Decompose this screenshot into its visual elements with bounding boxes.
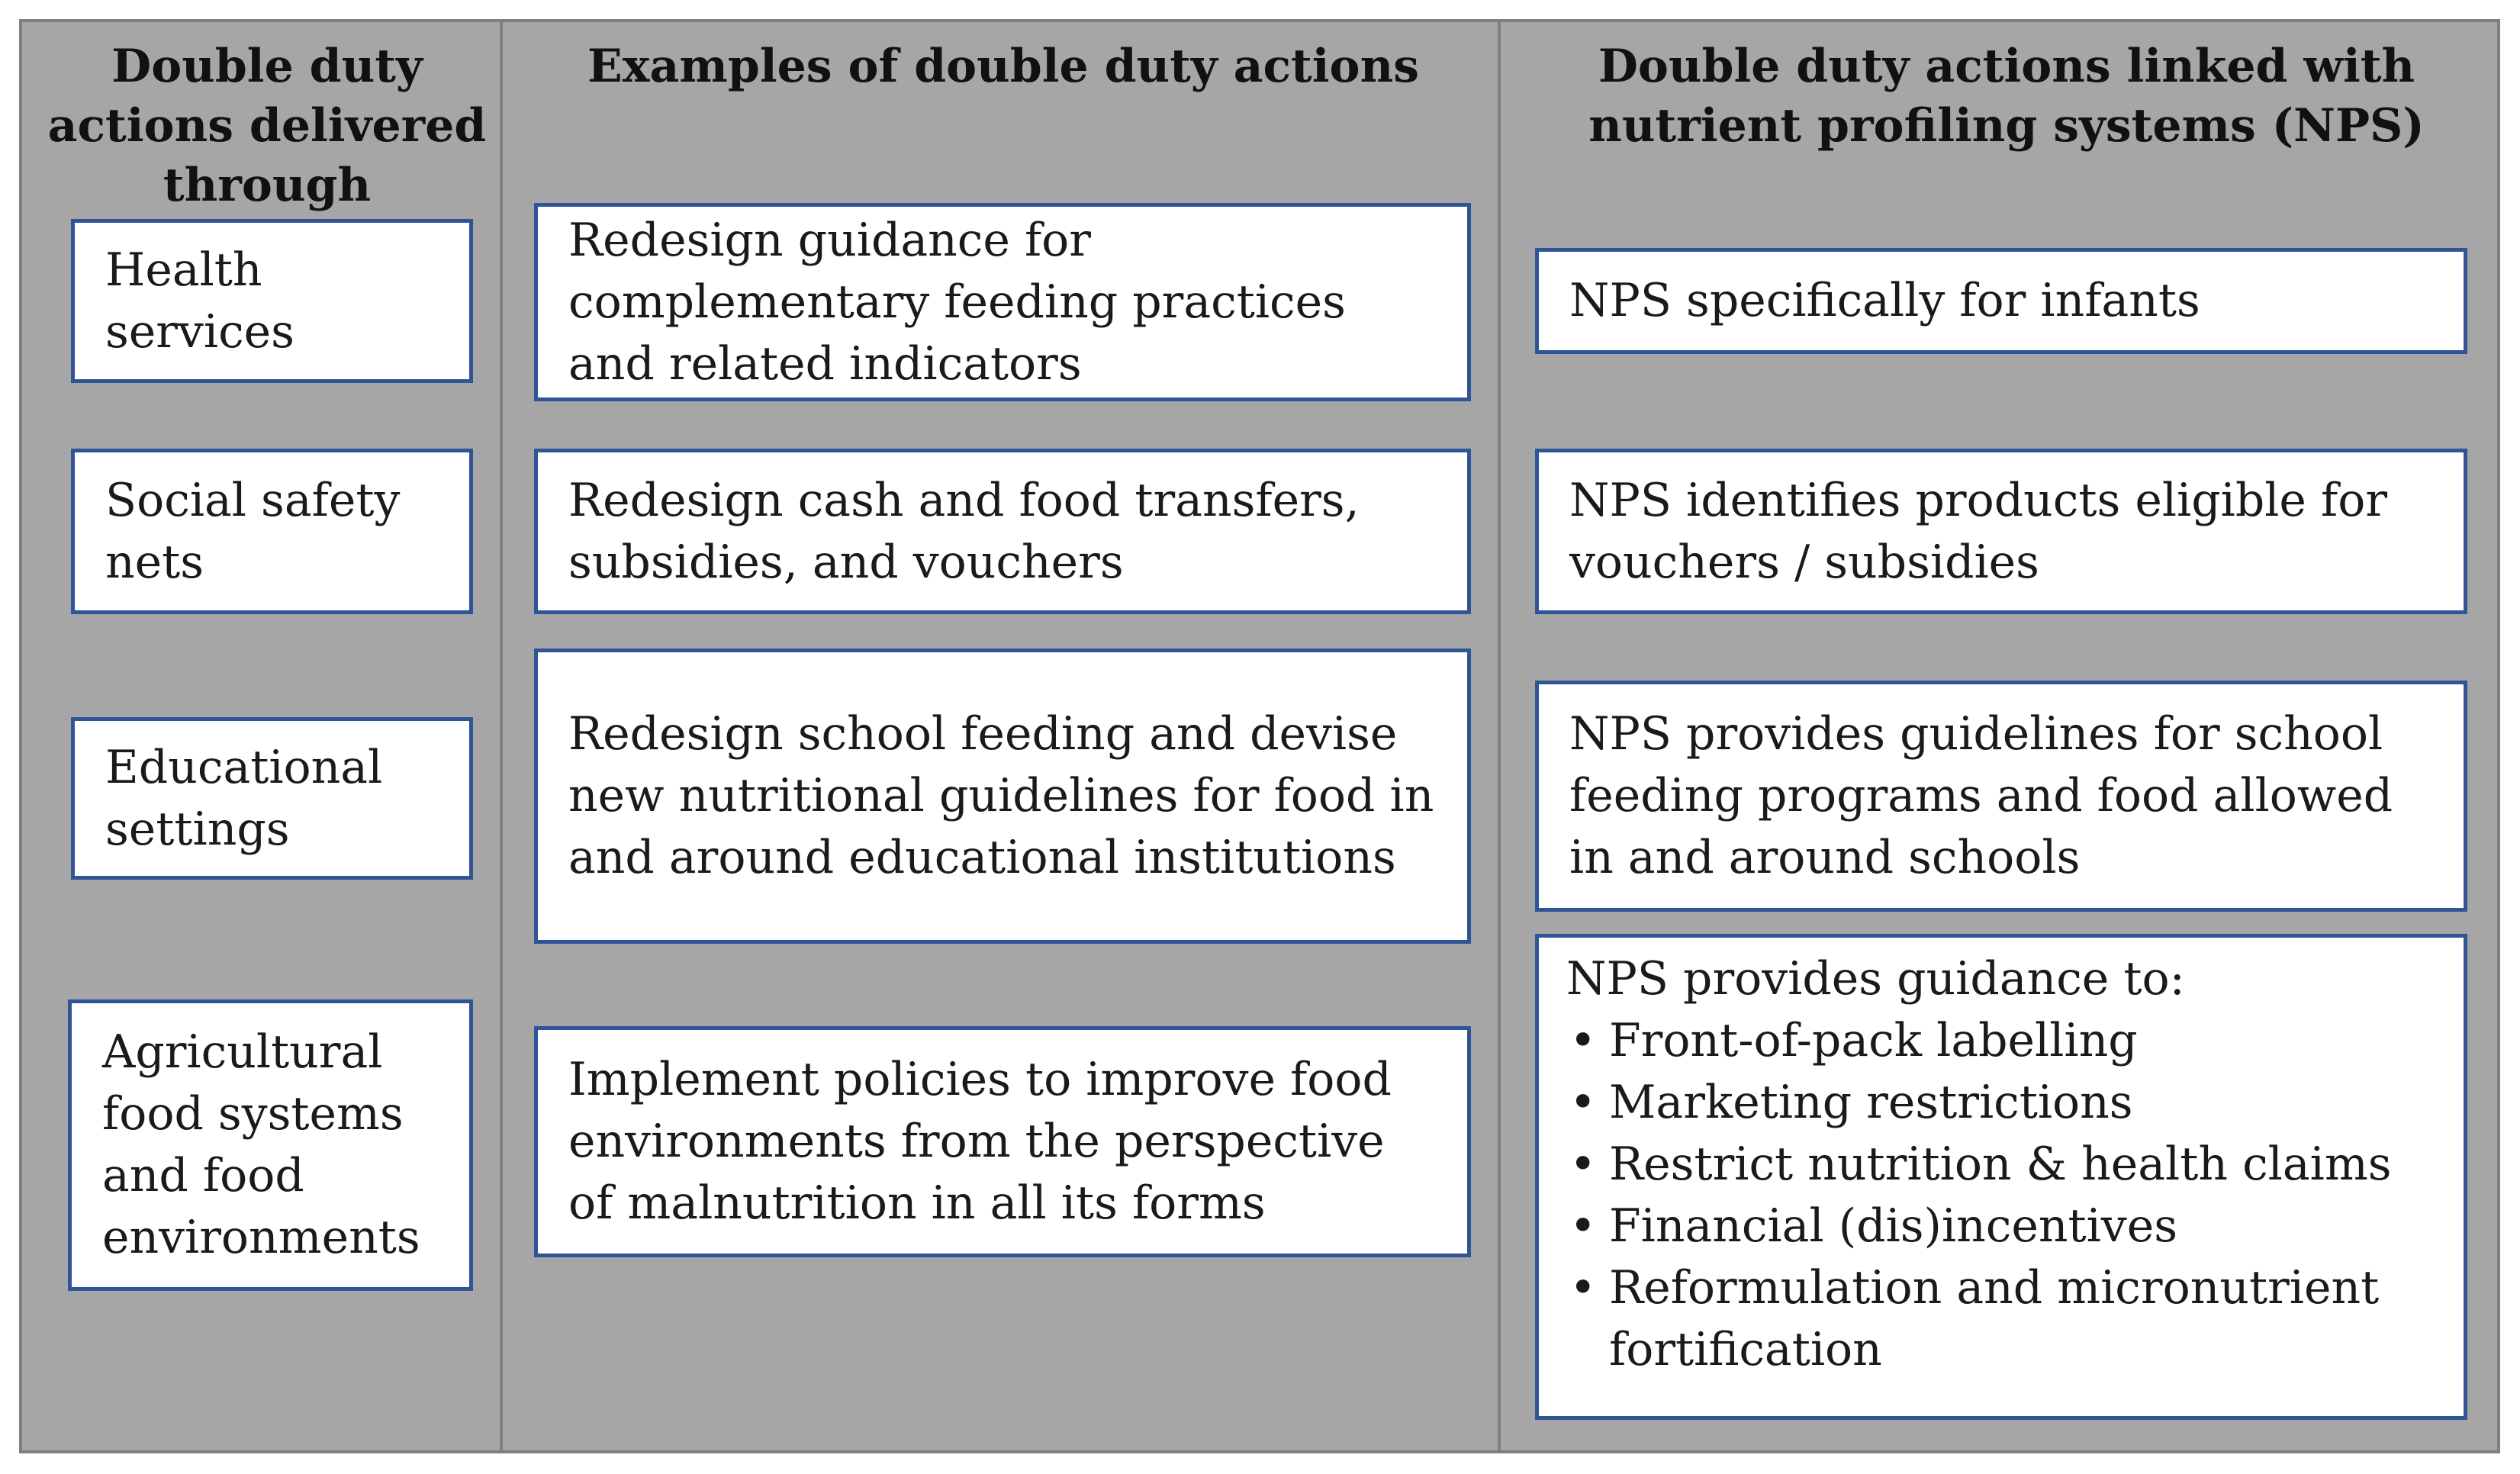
bullet-icon: • <box>1569 1076 1597 1129</box>
list-item-text: Financial (dis)incentives <box>1609 1199 2177 1253</box>
delivered-through-label: Educational settings <box>105 740 383 856</box>
nps-box-vouchers <box>1535 449 2467 614</box>
list-item <box>1566 1196 2433 1257</box>
header-examples: Examples of double duty actions <box>587 40 1419 93</box>
column-divider-1 <box>500 19 503 1453</box>
nps-guidance-content <box>1566 948 2433 1381</box>
list-item-text: Marketing restrictions <box>1609 1076 2133 1129</box>
example-box-cash-transfers <box>534 449 1471 614</box>
nps-guidance-list <box>1566 1010 2433 1381</box>
delivered-through-label: Agricultural food systems and food environments <box>102 1025 420 1264</box>
delivered-through-box-health <box>71 219 473 383</box>
example-box-food-environments <box>534 1026 1471 1257</box>
nps-action-text: NPS specifically for infants <box>1569 274 2200 327</box>
column-divider-2 <box>1498 19 1501 1453</box>
delivered-through-box-agriculture <box>68 999 473 1291</box>
delivered-through-label: Health services <box>105 243 294 359</box>
list-item <box>1566 1134 2433 1196</box>
header-nps-actions: Double duty actions linked with nutrient profiling systems (NPS) <box>1588 40 2425 153</box>
nps-box-school-feeding <box>1535 681 2467 912</box>
list-item-text: Restrict nutrition & health claims <box>1609 1138 2392 1191</box>
list-item <box>1566 1010 2433 1072</box>
bullet-icon: • <box>1569 1014 1597 1067</box>
example-box-complementary-feeding <box>534 203 1471 401</box>
example-text: Redesign guidance for complementary feeding practices and related indicators <box>568 213 1346 391</box>
example-text: Implement policies to improve food environments from the perspective of malnutrition in all its forms <box>568 1053 1392 1230</box>
list-item <box>1566 1072 2433 1134</box>
header-delivered-through: Double duty actions delivered through <box>47 40 487 212</box>
nps-action-text: NPS identifies products eligible for vouchers / subsidies <box>1569 473 2388 589</box>
list-item-text: Front-of-pack labelling <box>1609 1014 2138 1067</box>
example-text: Redesign cash and food transfers, subsidies, and vouchers <box>568 473 1360 589</box>
list-item <box>1566 1257 2433 1381</box>
nps-guidance-intro: NPS provides guidance to: <box>1566 952 2185 1006</box>
delivered-through-box-education <box>71 717 473 880</box>
delivered-through-box-safety-nets <box>71 449 473 614</box>
delivered-through-label: Social safety nets <box>105 473 401 589</box>
nps-box-guidance <box>1535 934 2467 1420</box>
bullet-icon: • <box>1569 1261 1597 1315</box>
nps-box-infants <box>1535 248 2467 354</box>
example-text: Redesign school feeding and devise new nutritional guidelines for food in and around educational institutions <box>568 707 1434 884</box>
list-item-text: Reformulation and micronutrient fortification <box>1609 1261 2380 1376</box>
bullet-icon: • <box>1569 1199 1597 1253</box>
example-box-school-feeding <box>534 648 1471 944</box>
nps-action-text: NPS provides guidelines for school feeding programs and food allowed in and around schools <box>1569 707 2393 884</box>
bullet-icon: • <box>1569 1138 1597 1191</box>
